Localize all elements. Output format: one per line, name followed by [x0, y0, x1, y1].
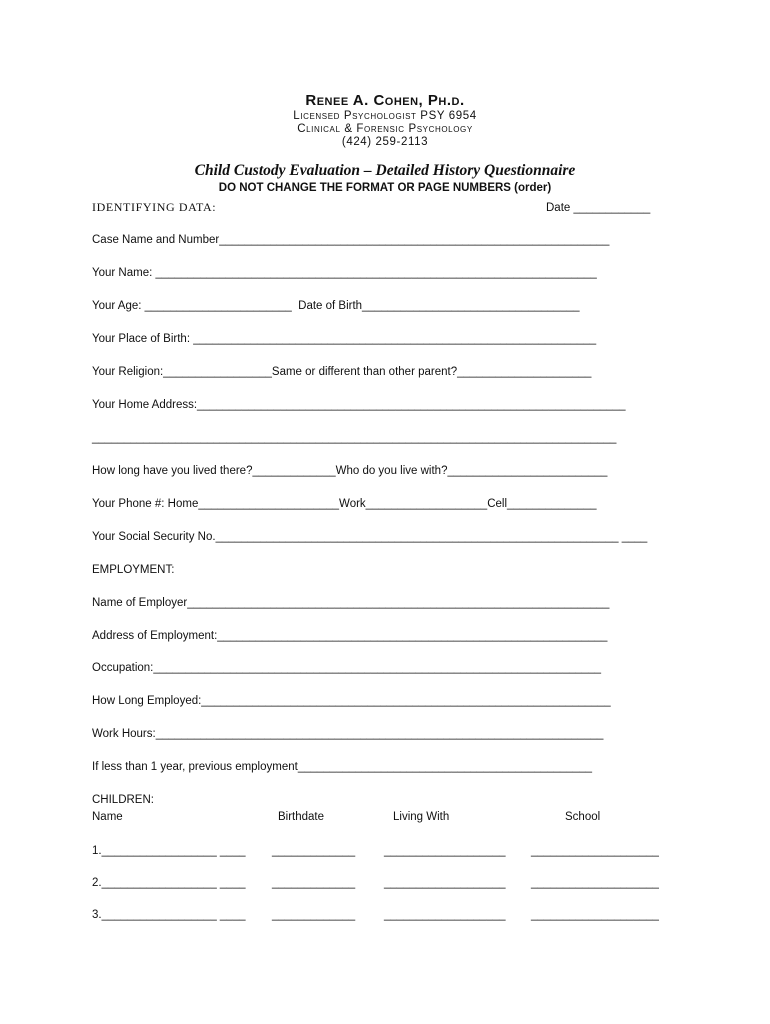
age-dob-field[interactable]: Your Age: _______________________ Date of Birth__________________________________ [92, 300, 580, 312]
phone-field[interactable]: Your Phone #: Home______________________Work___________________Cell______________ [92, 498, 597, 510]
employment-heading: EMPLOYMENT: [92, 564, 175, 576]
column-name: Name [92, 811, 123, 823]
employment-address-field[interactable]: Address of Employment:_____________________________________________________________ [92, 630, 608, 642]
child-1-name-field[interactable]: 1.__________________ ____ [92, 845, 246, 857]
child-1-living-with-field[interactable]: ___________________ [384, 845, 506, 857]
child-2-living-with-field[interactable]: ___________________ [384, 877, 506, 889]
employer-field[interactable]: Name of Employer__________________________________________________________________ [92, 597, 610, 609]
psychologist-name: Renee A. Cohen, Ph.d. [305, 92, 465, 109]
date-field[interactable]: Date ____________ [546, 202, 651, 214]
child-3-name-field[interactable]: 3.__________________ ____ [92, 909, 246, 921]
identifying-data-heading: IDENTIFYING DATA: [92, 200, 217, 214]
home-address-line-2[interactable]: __________________________________________________________________________________ [92, 432, 617, 444]
specialty-line: Clinical & Forensic Psychology [297, 123, 473, 135]
occupation-field[interactable]: Occupation:______________________________________________________________________ [92, 662, 602, 674]
phone-line: (424) 259-2113 [341, 136, 429, 148]
child-2-birthdate-field[interactable]: _____________ [272, 877, 356, 889]
column-birthdate: Birthdate [278, 811, 325, 823]
child-2-school-field[interactable]: ____________________ [531, 877, 659, 889]
child-2-name-field[interactable]: 2.__________________ ____ [92, 877, 246, 889]
place-of-birth-field[interactable]: Your Place of Birth: _______________________________________________________________ [92, 333, 597, 345]
child-1-school-field[interactable]: ____________________ [531, 845, 659, 857]
column-school: School [565, 811, 601, 823]
column-living-with: Living With [393, 811, 450, 823]
license-line: Licensed Psychologist PSY 6954 [293, 110, 477, 122]
how-long-employed-field[interactable]: How Long Employed:________________________________________________________________ [92, 695, 611, 707]
form-title: Child Custody Evaluation – Detailed History Questionnaire [194, 162, 576, 179]
home-address-field[interactable]: Your Home Address:___________________________________________________________________ [92, 399, 626, 411]
ssn-field[interactable]: Your Social Security No._______________________________________________________________ ____ [92, 531, 648, 543]
child-3-living-with-field[interactable]: ___________________ [384, 909, 506, 921]
lived-there-field[interactable]: How long have you lived there?_____________Who do you live with?_________________________ [92, 465, 608, 477]
case-name-field[interactable]: Case Name and Number_____________________________________________________________ [92, 234, 610, 246]
child-1-birthdate-field[interactable]: _____________ [272, 845, 356, 857]
previous-employment-field[interactable]: If less than 1 year, previous employment______________________________________________ [92, 761, 593, 773]
your-name-field[interactable]: Your Name: _____________________________________________________________________ [92, 267, 597, 279]
work-hours-field[interactable]: Work Hours:______________________________________________________________________ [92, 728, 604, 740]
religion-field[interactable]: Your Religion:_________________Same or different than other parent?_____________________ [92, 366, 592, 378]
child-3-school-field[interactable]: ____________________ [531, 909, 659, 921]
form-subtitle: DO NOT CHANGE THE FORMAT OR PAGE NUMBERS (order) [218, 182, 552, 194]
children-heading: CHILDREN: [92, 794, 154, 806]
child-3-birthdate-field[interactable]: _____________ [272, 909, 356, 921]
